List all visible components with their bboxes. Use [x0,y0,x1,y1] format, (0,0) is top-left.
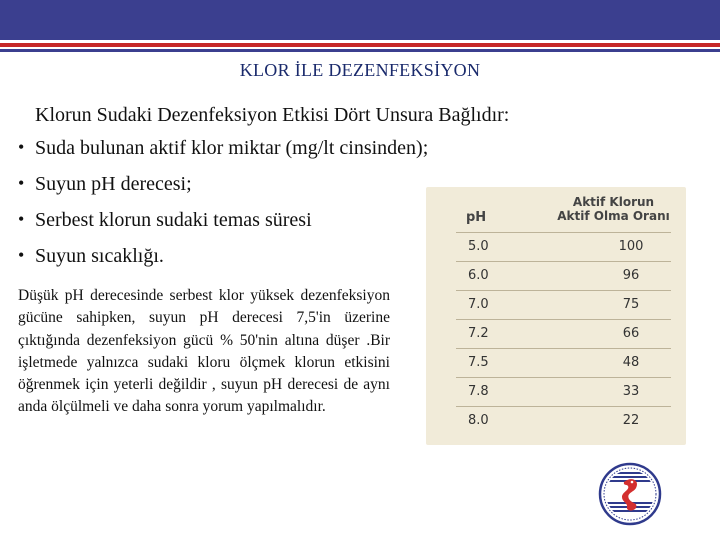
table-cell-rate: 33 [622,384,640,399]
bullet-text: Serbest klorun sudaki temas süresi [35,209,312,231]
bullet-list [18,137,428,281]
bullet-item [18,209,428,245]
slide-title: KLOR İLE DEZENFEKSİYON [239,60,481,80]
header-band [0,0,720,40]
table-cell-rate: 96 [622,268,640,283]
table-row [456,406,671,436]
table-row [456,377,671,407]
table-cell-rate: 22 [622,413,640,428]
bullet-dot: • [18,173,25,193]
header-divider-blue [0,49,720,52]
table-header-rate-line1: Aktif Klorun [572,195,655,209]
table-cell-rate: 100 [618,239,644,254]
table-cell-ph: 7.0 [468,297,489,312]
bullet-dot: • [18,209,25,229]
explanation-paragraph: Düşük pH derecesinde serbest klor yüksek dezenfeksiyon gücüne sahipken, suyun pH derecesi 7,5'in üzerine çıktığında dezenfeksiyon gücü % 50'nin altına düşer .Bir işletmede yalnızca sudaki kloru ölçmek klorun etkisini öğrenmek için yeterli değildir , suyun pH derecesi de aynı anda ölçülmeli ve daha sonra yorum yapılmalıdır. [18,287,390,416]
table-cell-ph: 7.5 [468,355,489,370]
table-row [456,319,671,349]
bullet-item [18,173,428,209]
table-cell-rate: 48 [622,355,640,370]
table-header-ph: pH [466,210,487,225]
table-row [456,348,671,378]
seahorse-emblem-icon [598,462,662,526]
table-header-rate-line2: Aktif Olma Oranı [557,209,670,223]
header-divider-red [0,43,720,47]
bullet-dot: • [18,245,25,265]
table-row [456,232,671,262]
bullet-item [18,137,428,173]
table-cell-rate: 75 [622,297,640,312]
bullet-text: Suyun pH derecesi; [35,173,192,195]
bullet-item [18,245,428,281]
table-row [456,290,671,320]
table-cell-ph: 6.0 [468,268,489,283]
table-cell-ph: 5.0 [468,239,489,254]
table-cell-ph: 8.0 [468,413,489,428]
table-cell-rate: 66 [622,326,640,341]
table-cell-ph: 7.8 [468,384,489,399]
table-cell-ph: 7.2 [468,326,489,341]
bullet-dot: • [18,137,25,157]
bullet-text: Suda bulunan aktif klor miktar (mg/lt cinsinden); [35,137,429,159]
chlorine-activity-table [426,187,686,445]
bullet-text: Suyun sıcaklığı. [35,245,164,267]
table-row [456,261,671,291]
intro-text: Klorun Sudaki Dezenfeksiyon Etkisi Dört Unsura Bağlıdır: [35,104,510,126]
table-header-rate [546,195,681,223]
